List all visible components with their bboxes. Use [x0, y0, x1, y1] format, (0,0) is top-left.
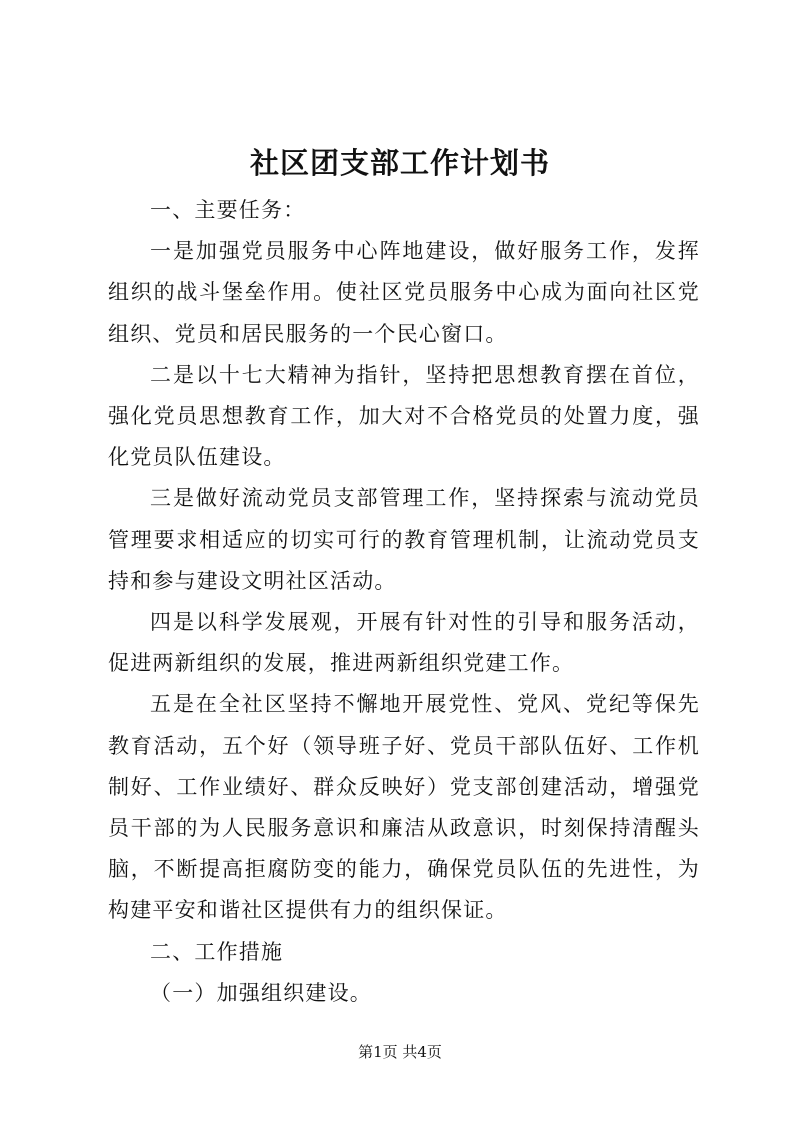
page-number-footer: 第1页 共4页	[358, 1043, 442, 1061]
paragraph-task-4: 四是以科学发展观，开展有针对性的引导和服务活动，促进两新组织的发展，推进两新组织党建工作。	[108, 610, 700, 676]
section-heading-main-tasks: 一、主要任务：	[150, 198, 306, 222]
document-title: 社区团支部工作计划书	[249, 146, 550, 180]
section-heading-measures: 二、工作措施	[150, 939, 284, 964]
paragraph-task-2: 二是以十七大精神为指针，坚持把思想教育摆在首位，强化党员思想教育工作，加大对不合格党员的处置力度，强化党员队伍建设。	[108, 362, 700, 470]
subsection-heading-organization: （一）加强组织建设。	[150, 980, 372, 1005]
paragraph-task-5: 五是在全社区坚持不懈地开展党性、党风、党纪等保先教育活动，五个好（领导班子好、党员干部队伍好、工作机制好、工作业绩好、群众反映好）党支部创建活动，增强党员干部的为人民服务意识和廉洁从政意识，时刻保持清醒头脑，不断提高拒腐防变的能力，确保党员队伍的先进性，为构建平安和谐社区提供有力的组织保证。	[108, 692, 700, 923]
document-body	[108, 190, 700, 1014]
paragraph-task-1: 一是加强党员服务中心阵地建设，做好服务工作，发挥组织的战斗堡垒作用。使社区党员服务中心成为面向社区党组织、党员和居民服务的一个民心窗口。	[108, 239, 700, 346]
paragraph-task-3: 三是做好流动党员支部管理工作，坚持探索与流动党员管理要求相适应的切实可行的教育管理机制，让流动党员支持和参与建设文明社区活动。	[108, 486, 700, 593]
